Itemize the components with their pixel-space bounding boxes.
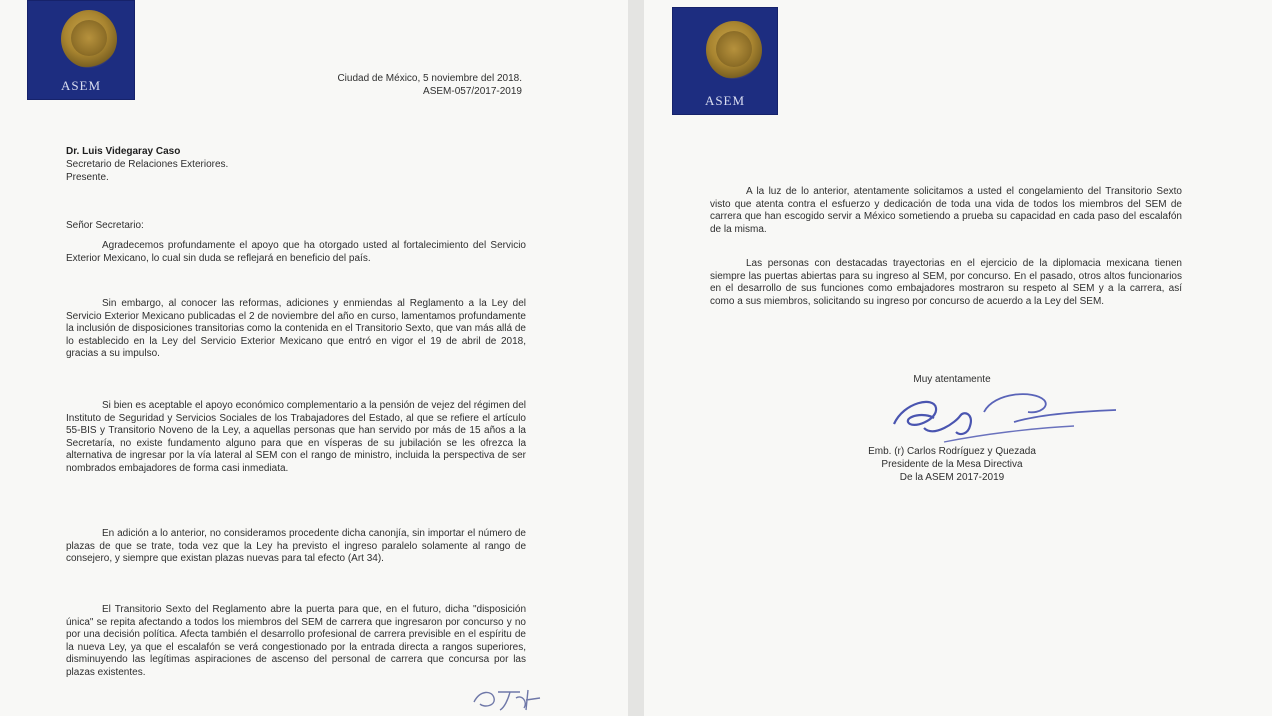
- paragraph-1: Agradecemos profundamente el apoyo que ha otorgado usted al fortalecimiento del Servicio Exterior Mexicano, lo cual sin duda se reflejará en beneficio del país.: [66, 240, 526, 264]
- paragraph-2: Las personas con destacadas trayectorias en el ejercicio de la diplomacia mexicana tienen siempre las puertas abiertas para su ingreso al SEM, por concurso. En el pasado, otros altos funcionarios en el desarrollo de sus funciones como embajadores mostraron su respeto al SEM y a la carrera, así como a sus miembros, solicitando su ingreso por concurso de acuerdo a la Ley del SEM.: [710, 258, 1182, 307]
- handwritten-signature: [864, 382, 1134, 452]
- salutation: Señor Secretario:: [66, 220, 144, 231]
- recipient-title: Secretario de Relaciones Exteriores.: [66, 159, 229, 170]
- reference-number: ASEM-057/2017-2019: [423, 86, 522, 97]
- initials-signature: [470, 684, 550, 714]
- paragraph-5: El Transitorio Sexto del Reglamento abre la puerta para que, en el futuro, dicha "disposición única" se repita afectando a todos los miembros del SEM de carrera que ingresaron por concurso y no por una decisión política. Afecta también el desarrollo profesional de carrera previsible en el espíritu de la nueva Ley, ya que el escalafón se verá congestionado por la entrada directa a rangos superiores, disminuyendo las legítimas aspiraciones de ascenso del personal de carrera que concursa por las plazas existentes.: [66, 604, 526, 678]
- signer-name: Emb. (r) Carlos Rodríguez y Quezada: [868, 446, 1036, 457]
- paragraph-1: A la luz de lo anterior, atentamente solicitamos a usted el congelamiento del Transitorio Sexto visto que atenta contra el esfuerzo y dedicación de toda una vida de todos los miembros del SEM de carrera que han escogido servir a México sometiendo a prueba su capacidad en cada paso del escalafón de la misma.: [710, 186, 1182, 235]
- letter-page-2: [644, 0, 1272, 716]
- signer-title: Presidente de la Mesa Directiva: [881, 459, 1023, 470]
- paragraph-2: Sin embargo, al conocer las reformas, adiciones y enmiendas al Reglamento a la Ley del Servicio Exterior Mexicano publicadas el 2 de noviembre del año en curso, lamentamos profundamente la inclusión de disposiciones transitorias como la contenida en el Transitorio Sexto, que van más allá de lo establecido en la Ley del Servicio Exterior Mexicano que entró en vigor el 19 de abril de 2018, gracias a su impulso.: [66, 298, 526, 360]
- closing: Muy atentamente: [913, 374, 991, 385]
- recipient-name: Dr. Luis Videgaray Caso: [66, 146, 181, 157]
- asem-logo: [672, 7, 778, 115]
- paragraph-3: Si bien es aceptable el apoyo económico complementario a la pensión de vejez del régimen del Instituto de Seguridad y Servicios Sociales de los Trabajadores del Estado, al que se refiere el artículo 55-BIS y Transitorio Noveno de la Ley, a aquellas personas que han servido por más de 15 años a la Secretaría, no existe fundamento alguno para que en vísperas de su jubilación se les ofrezca la alternativa de ingresar por la vía lateral al SEM con el rango de ministro, incluida la perspectiva de ser nombrados embajadores de forma casi inmediata.: [66, 400, 526, 474]
- paragraph-4: En adición a lo anterior, no consideramos procedente dicha canonjía, sin importar el número de plazas de que se trate, toda vez que la Ley ha previsto el ingreso paralelo solamente al rango de consejero, y siempre que existan plazas nuevas para tal efecto (Art 34).: [66, 528, 526, 565]
- asem-logo: [27, 0, 135, 100]
- signer-organization: De la ASEM 2017-2019: [899, 472, 1005, 483]
- letter-page-1: [0, 0, 628, 716]
- logo-text: ASEM: [704, 93, 746, 108]
- date-line: Ciudad de México, 5 noviembre del 2018.: [337, 73, 522, 84]
- asem-seal-icon: [706, 21, 762, 79]
- logo-text: ASEM: [60, 78, 102, 93]
- asem-seal-icon: [61, 10, 117, 68]
- recipient-presente: Presente.: [66, 172, 109, 183]
